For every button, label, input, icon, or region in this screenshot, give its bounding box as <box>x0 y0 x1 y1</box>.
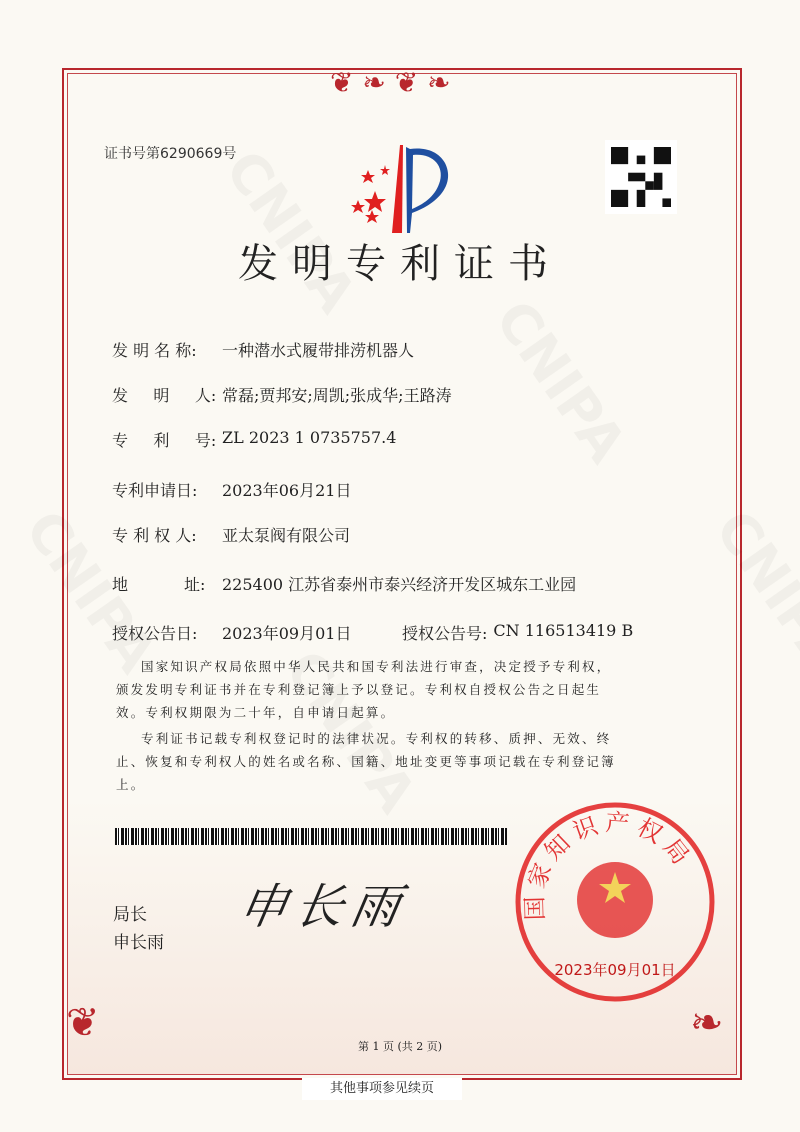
field-value: 225400 江苏省泰州市泰兴经济开发区城东工业园 <box>222 575 577 594</box>
signatory-title: 局长 <box>113 905 147 925</box>
field-label: 授权公告日: <box>112 624 198 643</box>
field-invention-name <box>112 338 414 361</box>
field-value: 一种潜水式履带排涝机器人 <box>222 341 415 360</box>
top-ornament: ❦ ❧ ❦ ❧ <box>330 66 451 99</box>
field-value: 2023年06月21日 <box>222 481 352 500</box>
field-label: 专 利 号: <box>112 431 217 450</box>
certificate-number: 证书号第6290669号 <box>104 146 237 162</box>
field-value: 2023年09月01日 <box>222 624 352 643</box>
barcode <box>115 828 507 845</box>
qr-code-icon <box>611 147 671 207</box>
statement-paragraph: 国家知识产权局依照中华人民共和国专利法进行审查，决定授予专利权，颁发发明专利证书并在专利登记簿上予以登记。专利权自授权公告之日起生效。专利权期限为二十年，自申请日起算。 <box>116 659 612 720</box>
field-address <box>112 572 576 595</box>
seal-date: 2023年09月01日 <box>554 961 676 979</box>
continued-note: 其他事项参见续页 <box>302 1078 462 1100</box>
field-value: ZL 2023 1 0735757.4 <box>222 428 397 447</box>
field-grant-date <box>112 621 351 644</box>
field-value: 亚太泵阀有限公司 <box>222 526 351 545</box>
field-announcement-number <box>402 621 633 644</box>
field-value: 常磊;贾邦安;周凯;张成华;王路涛 <box>222 386 452 405</box>
statement-paragraph: 专利证书记载专利权登记时的法律状况。专利权的转移、质押、无效、终止、恢复和专利权人的姓名或名称、国籍、地址变更等事项记载在专利登记簿上。 <box>116 731 616 792</box>
signatory-name: 申长雨 <box>113 933 164 953</box>
field-patentee <box>112 523 350 546</box>
field-filing-date <box>112 478 351 501</box>
field-label: 专 利 权 人: <box>112 526 197 545</box>
official-seal <box>513 800 717 1004</box>
field-patent-number <box>112 428 396 451</box>
field-label: 专利申请日: <box>112 481 198 500</box>
corner-ornament-left: ❦ <box>66 1000 100 1046</box>
seal-text: 国家知识产权局 <box>520 808 699 921</box>
page-number: 第 1 页 (共 2 页) <box>357 1040 443 1053</box>
field-label: 发 明 名 称: <box>112 341 197 360</box>
certificate-title: 发明专利证书 <box>238 241 562 287</box>
field-label: 地 址: <box>112 575 206 594</box>
field-label: 发 明 人: <box>112 386 217 405</box>
signature: 申长雨 <box>234 879 413 935</box>
corner-ornament-right: ❧ <box>690 1000 724 1046</box>
field-label: 授权公告号: <box>402 624 488 643</box>
field-value: CN 116513419 B <box>493 621 634 640</box>
field-inventors <box>112 383 452 406</box>
cnipa-logo-icon <box>340 143 460 233</box>
qr-code[interactable] <box>605 140 677 214</box>
